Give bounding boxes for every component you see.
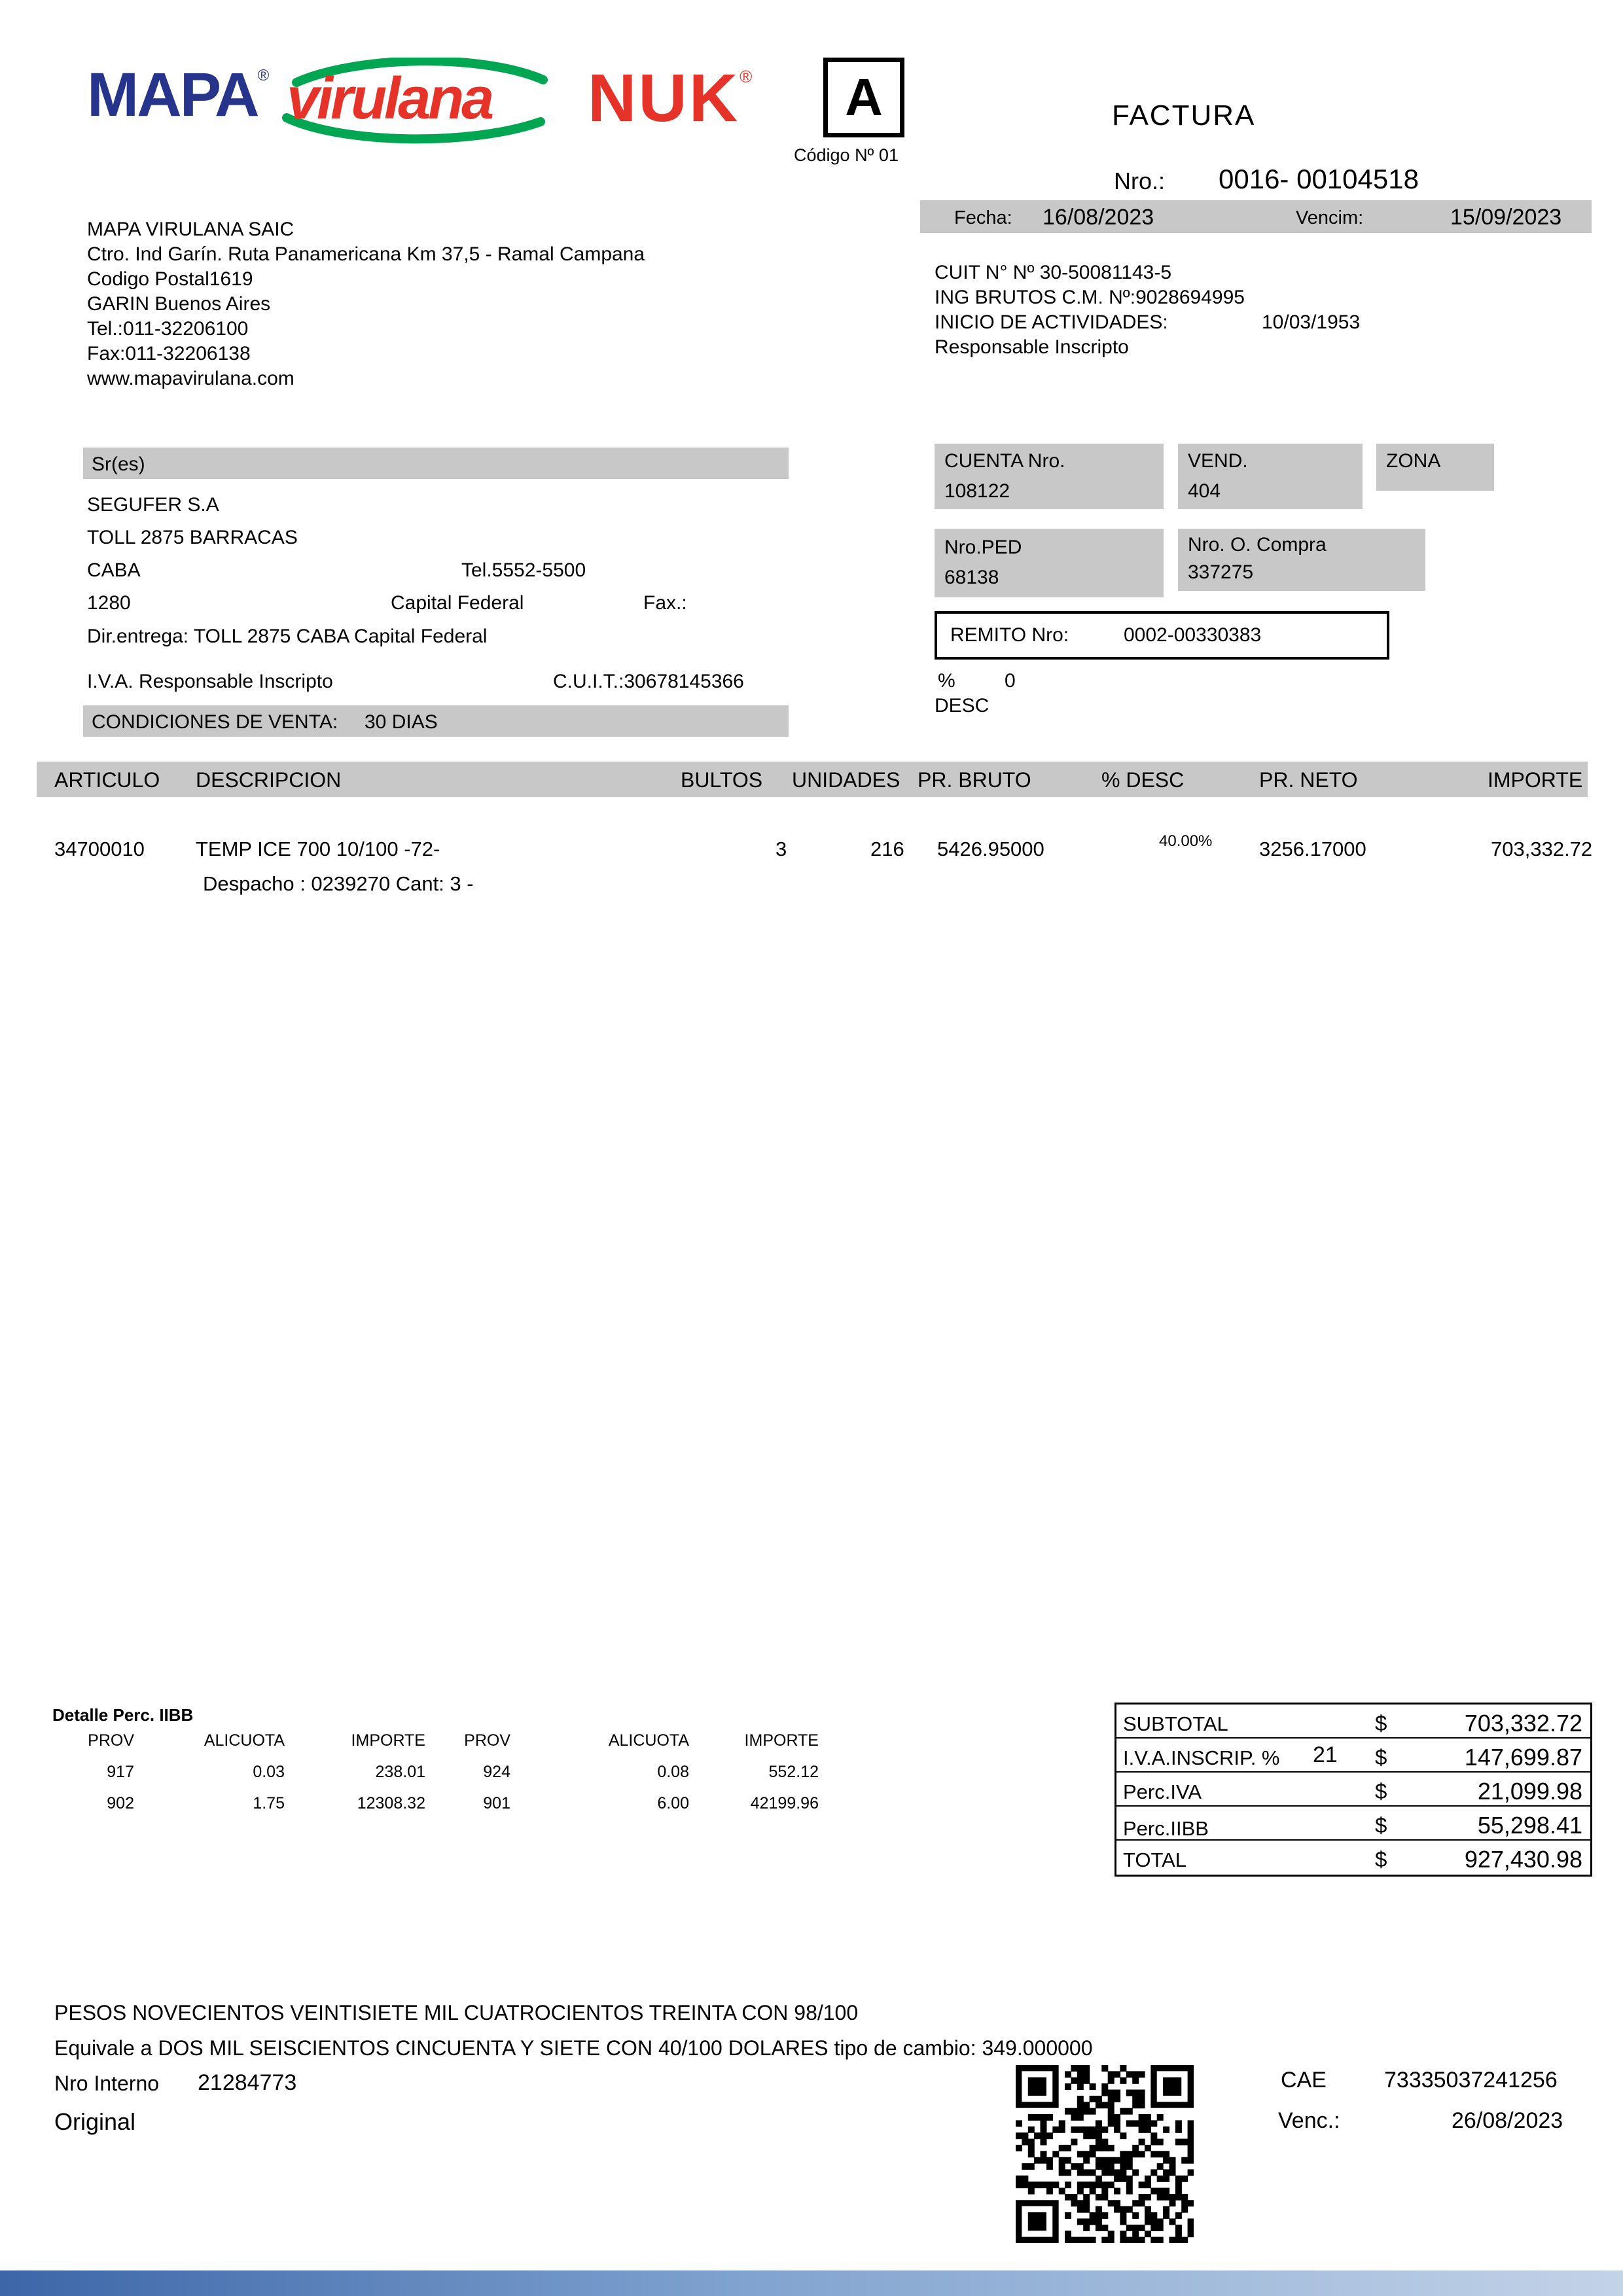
purchase-order-value: 337275 (1188, 561, 1254, 583)
bottom-decoration-bar (0, 2270, 1623, 2296)
item-bultos: 3 (776, 838, 787, 860)
perc-iibb-row (62, 1763, 819, 1794)
purchase-order-label: Nro. O. Compra (1188, 534, 1327, 556)
invoice-code-label: Código Nº 01 (794, 145, 899, 165)
perc-iibb-row (1116, 1807, 1590, 1841)
perc-iibb-title: Detalle Perc. IIBB (52, 1705, 194, 1725)
items-header-desc: % DESC (1101, 768, 1185, 792)
iva-value: 147,699.87 (1464, 1744, 1582, 1771)
order-number-label: Nro.PED (944, 537, 1022, 558)
items-header-pr-bruto: PR. BRUTO (918, 768, 1031, 792)
company-iva-condition: Responsable Inscripto (935, 336, 1129, 358)
amount-in-words: PESOS NOVECIENTOS VEINTISIETE MIL CUATROCIENTOS TREINTA CON 98/100 (54, 2001, 859, 2024)
activity-start-line (935, 310, 1361, 335)
item-descripcion: TEMP ICE 700 10/100 -72- (196, 838, 440, 860)
perc-iva-value: 21,099.98 (1477, 1778, 1582, 1805)
perc-iibb-header-row (62, 1731, 819, 1763)
cae-venc-label: Venc.: (1278, 2108, 1340, 2133)
perc-cell: 552.12 (768, 1763, 819, 1781)
customer-city: CABA (87, 559, 141, 581)
customer-delivery-address: Dir.entrega: TOLL 2875 CABA Capital Federal (87, 626, 488, 647)
date-bar (920, 200, 1592, 233)
perc-iibb-row (62, 1794, 819, 1826)
item-pr-neto: 3256.17000 (1259, 838, 1366, 860)
item-desc-pct: 40.00% (1159, 832, 1213, 850)
mapa-logo-text: MAPA (87, 60, 258, 130)
sres-bar (83, 448, 789, 479)
internal-number-value: 21284773 (198, 2070, 297, 2095)
perc-cell: 238.01 (375, 1763, 425, 1781)
iva-row (1116, 1739, 1590, 1773)
total-value: 927,430.98 (1464, 1846, 1582, 1873)
company-ing-brutos: ING BRUTOS C.M. Nº:9028694995 (935, 287, 1245, 308)
items-header-articulo: ARTICULO (54, 768, 160, 792)
subtotal-value: 703,332.72 (1464, 1710, 1582, 1737)
subtotal-currency: $ (1375, 1711, 1387, 1735)
sale-terms-label: CONDICIONES DE VENTA: (92, 711, 338, 733)
total-label: TOTAL (1123, 1848, 1187, 1871)
discount-label: DESC (935, 695, 990, 716)
items-header-descripcion: DESCRIPCION (196, 768, 342, 792)
sale-terms-value: 30 DIAS (365, 711, 438, 733)
total-currency: $ (1375, 1847, 1387, 1871)
cae-label: CAE (1281, 2068, 1327, 2093)
iva-label: I.V.A.INSCRIP. % (1123, 1746, 1280, 1769)
due-date-label: Vencim: (1296, 207, 1364, 228)
perc-cell: 6.00 (657, 1794, 689, 1812)
order-number-value: 68138 (944, 567, 999, 588)
vendor-value: 404 (1188, 480, 1221, 502)
cae-value: 73335037241256 (1384, 2068, 1558, 2093)
iva-currency: $ (1375, 1745, 1387, 1769)
doc-type-title: FACTURA (1112, 99, 1256, 132)
perc-cell: 901 (483, 1794, 510, 1812)
invoice-letter-box (823, 58, 904, 137)
perc-iibb-value: 55,298.41 (1477, 1812, 1582, 1839)
company-website: www.mapavirulana.com (87, 368, 294, 389)
internal-number-label: Nro Interno (54, 2072, 160, 2095)
perc-iva-label: Perc.IVA (1123, 1780, 1202, 1803)
perc-cell: 0.03 (253, 1763, 285, 1781)
discount-pct-label: % (938, 670, 955, 692)
perc-cell: 12308.32 (357, 1794, 425, 1812)
perc-iva-row (1116, 1773, 1590, 1807)
mapa-logo (87, 60, 270, 130)
vendor-box (1178, 444, 1363, 509)
iva-rate: 21 (1313, 1742, 1338, 1767)
remito-label: REMITO Nro: (950, 624, 1069, 646)
sres-label: Sr(es) (92, 453, 145, 475)
date-label: Fecha: (954, 207, 1012, 228)
invoice-letter: A (845, 68, 883, 126)
order-number-box (935, 529, 1164, 597)
items-header-unidades: UNIDADES (792, 768, 901, 792)
subtotal-row (1116, 1704, 1590, 1739)
perc-header-importe-1: IMPORTE (351, 1731, 425, 1750)
perc-cell: 902 (107, 1794, 134, 1812)
company-cuit: CUIT N° Nº 30-50081143-5 (935, 262, 1172, 283)
due-date-value: 15/09/2023 (1450, 205, 1562, 230)
customer-tel: Tel.5552-5500 (461, 559, 586, 581)
company-postal: Codigo Postal1619 (87, 268, 253, 290)
items-header-importe: IMPORTE (1488, 768, 1583, 792)
remito-value: 0002-00330383 (1124, 624, 1262, 646)
virulana-logo (280, 58, 562, 146)
item-pr-bruto: 5426.95000 (937, 838, 1044, 860)
usd-equivalence: Equivale a DOS MIL SEISCIENTOS CINCUENTA Y SIETE CON 40/100 DOLARES tipo de cambio: 349.000000 (54, 2036, 1093, 2060)
perc-header-prov-1: PROV (88, 1731, 134, 1750)
zone-label: ZONA (1386, 450, 1441, 472)
items-header-bar (37, 762, 1588, 797)
nuk-reg-icon: ® (740, 67, 753, 86)
nuk-logo-text: NUK (588, 60, 740, 135)
company-city: GARIN Buenos Aires (87, 293, 271, 315)
item-articulo: 34700010 (54, 838, 145, 860)
perc-iibb-table (62, 1731, 819, 1826)
items-header-bultos: BULTOS (681, 768, 763, 792)
perc-cell: 0.08 (657, 1763, 689, 1781)
qr-code-icon (1016, 2065, 1194, 2243)
item-descripcion-line2: Despacho : 0239270 Cant: 3 - (203, 872, 474, 895)
discount-pct-value: 0 (1005, 670, 1016, 692)
zone-box (1376, 444, 1494, 491)
perc-header-prov-2: PROV (464, 1731, 510, 1750)
customer-name: SEGUFER S.A (87, 494, 219, 516)
company-tel: Tel.:011-32206100 (87, 318, 249, 340)
company-name: MAPA VIRULANA SAIC (87, 219, 294, 240)
item-unidades: 216 (870, 838, 904, 860)
total-row (1116, 1841, 1590, 1875)
customer-iva-condition: I.V.A. Responsable Inscripto (87, 671, 333, 692)
perc-cell: 924 (483, 1763, 510, 1781)
perc-cell: 917 (107, 1763, 134, 1781)
mapa-reg-icon: ® (257, 67, 270, 84)
perc-iva-currency: $ (1375, 1779, 1387, 1803)
date-value: 16/08/2023 (1043, 205, 1154, 230)
customer-province: Capital Federal (391, 592, 524, 614)
invoice-number-label: Nro.: (1114, 168, 1166, 194)
company-block (87, 217, 645, 391)
perc-cell: 1.75 (253, 1794, 285, 1812)
items-header-pr-neto: PR. NETO (1259, 768, 1358, 792)
customer-street: TOLL 2875 BARRACAS (87, 527, 298, 548)
account-number-value: 108122 (944, 480, 1010, 502)
customer-cuit: C.U.I.T.:30678145366 (553, 671, 744, 692)
subtotal-label: SUBTOTAL (1123, 1712, 1228, 1735)
perc-header-alicuota-2: ALICUOTA (608, 1731, 689, 1750)
copy-type-label: Original (54, 2108, 136, 2135)
perc-iibb-label: Perc.IIBB (1123, 1817, 1209, 1840)
virulana-logo-text: virulana (287, 66, 492, 132)
tax-block (935, 260, 1361, 360)
invoice-number: 0016- 00104518 (1219, 164, 1419, 194)
activity-start-date: 10/03/1953 (1262, 311, 1361, 333)
purchase-order-box (1178, 529, 1425, 591)
account-number-label: CUENTA Nro. (944, 450, 1065, 472)
perc-cell: 42199.96 (750, 1794, 819, 1812)
customer-zip: 1280 (87, 592, 131, 614)
perc-header-alicuota-1: ALICUOTA (204, 1731, 285, 1750)
perc-header-importe-2: IMPORTE (744, 1731, 819, 1750)
remito-box (935, 611, 1389, 660)
account-number-box (935, 444, 1164, 509)
company-address: Ctro. Ind Garín. Ruta Panamericana Km 37,5 - Ramal Campana (87, 243, 645, 265)
item-importe: 703,332.72 (1491, 838, 1593, 860)
vendor-label: VEND. (1188, 450, 1248, 472)
perc-iibb-currency: $ (1375, 1813, 1387, 1837)
activity-start-label: INICIO DE ACTIVIDADES: (935, 311, 1168, 333)
company-fax: Fax:011-32206138 (87, 343, 251, 364)
nuk-logo (588, 60, 753, 135)
sale-terms-bar (83, 705, 789, 737)
cae-venc-value: 26/08/2023 (1452, 2108, 1563, 2133)
customer-fax-label: Fax.: (643, 592, 687, 614)
totals-box (1115, 1703, 1592, 1877)
